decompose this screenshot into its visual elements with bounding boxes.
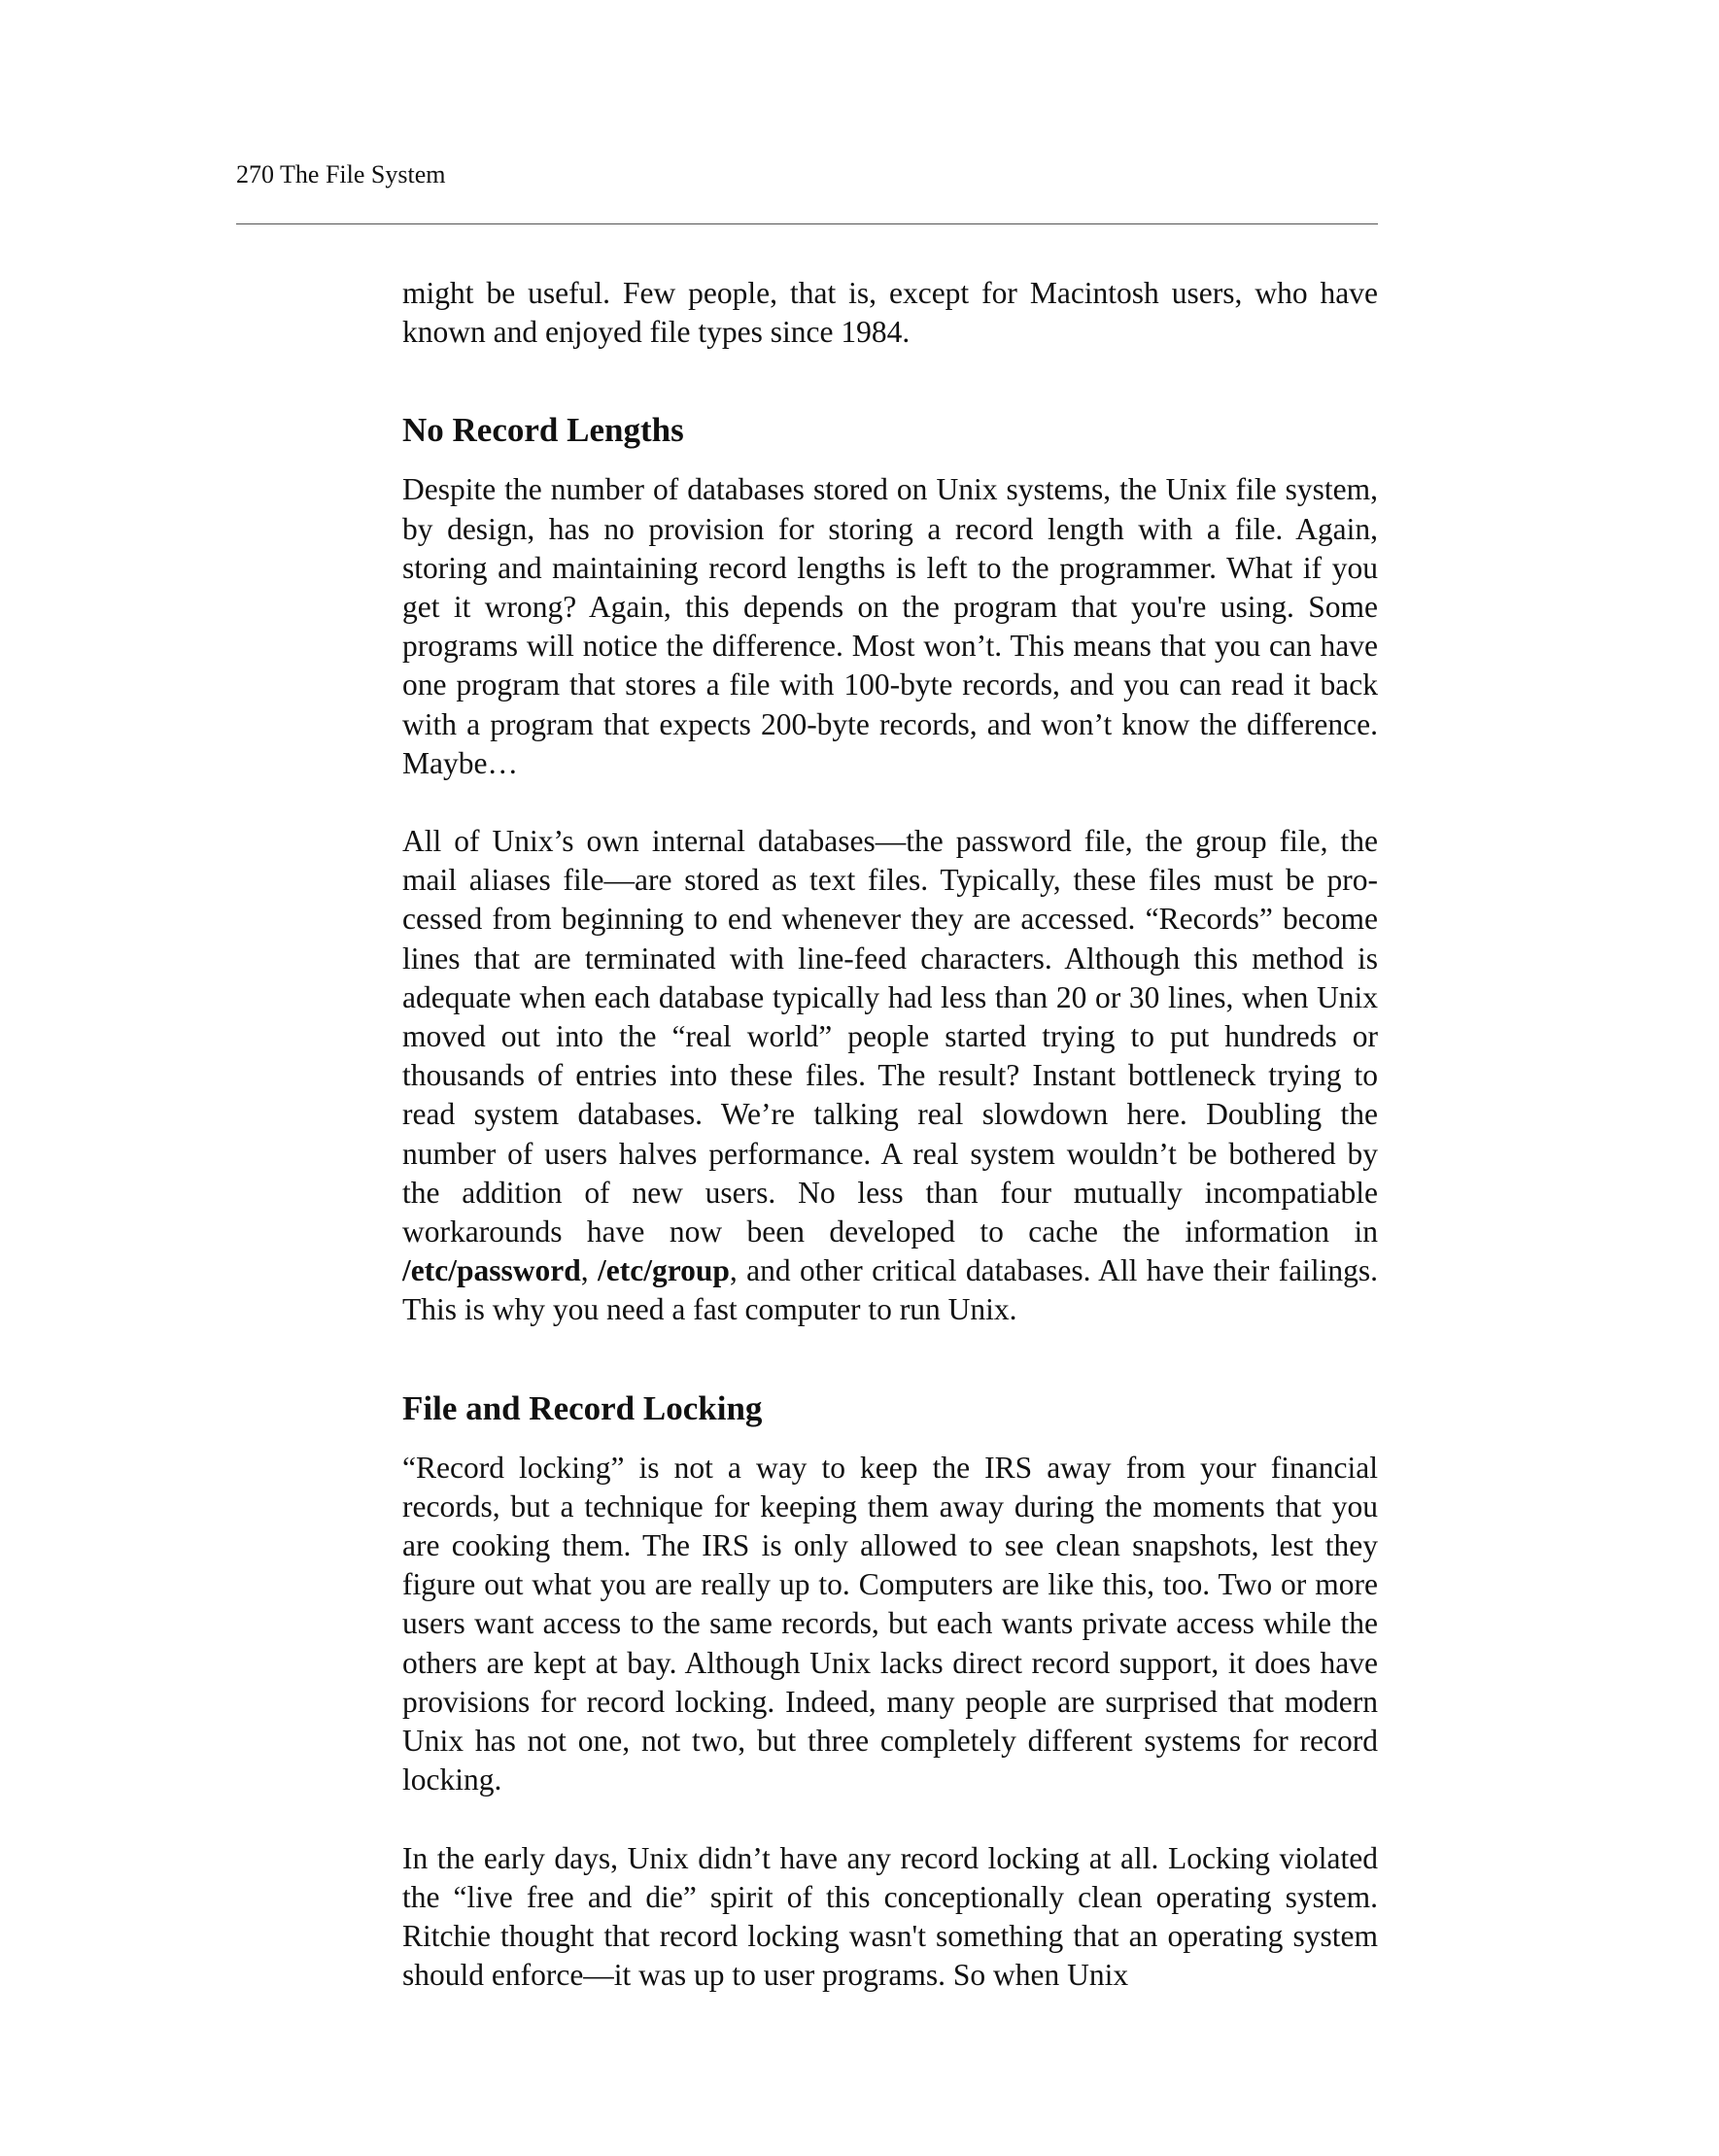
record-lengths-paragraph-2 bbox=[402, 822, 1378, 1330]
running-head: 270 The File System bbox=[236, 160, 446, 188]
intro-paragraph: might be useful. Few people, that is, except for Macintosh users, who have known and enjoyed file types since 1984. bbox=[402, 276, 1378, 350]
section-heading-record-lengths: No Record Lengths bbox=[402, 411, 684, 450]
section-heading-file-record-locking: File and Record Locking bbox=[402, 1388, 763, 1427]
locking-paragraph-1: “Record locking” is not a way to keep the IRS away from your financial records, but a technique for keeping them away during the moments that you are cooking them. The IRS is only allowed to see clean snapshots, lest they figure out what you are really up to. Computers are like this, too. Two or more users want access to the same records, but each wants private access while the others are kept at bay. Although Unix lacks direct record support, it does have provisions for record locking. Indeed, many people are surprised that modern Unix has not one, not two, but three completely different systems for record locking. bbox=[402, 1450, 1378, 1797]
body-column bbox=[402, 274, 1378, 1995]
record-lengths-paragraph-1: Despite the number of databases stored on Unix systems, the Unix file system, by design, has no provision for storing a record length with a file. Again, storing and maintaining record lengths is left to the programmer. What if you get it wrong? Again, this depends on the program that you're using. Some programs will notice the difference. Most won’t. This means that you can have one program that stores a file with 100-byte records, and you can read it back with a program that expects 200-byte records, and won’t know the difference. Maybe… bbox=[402, 472, 1378, 780]
paragraph-text: , and other critical databases. All have their failings. This is why you need a fast computer to run Unix. bbox=[402, 1253, 1378, 1327]
paragraph-text: All of Unix’s own internal databases—the password file, the group file, the mail aliases file—are stored as text files. Typically, these files must be processed from beginning to end whenever they are accessed. “Records” become lines that are terminated with line-feed characters. Although this method is adequate when each database typically had less than 20 or 30 lines, when Unix moved out into the “real world” people started trying to put hundreds or thousands of entries into these files. The result? Instant bottleneck trying to read system databases. We’re talking real slowdown here. Doubling the number of users halves performance. A real system wouldn’t be bothered by the addition of new users. No less than four mutually incompatiable workarounds have now been developed to cache the information in bbox=[402, 824, 1378, 1249]
header-rule bbox=[236, 223, 1378, 224]
paragraph-text: , bbox=[580, 1253, 598, 1288]
path-etc-password: /etc/password bbox=[402, 1253, 581, 1288]
path-etc-group: /etc/group bbox=[598, 1253, 730, 1288]
locking-paragraph-2: In the early days, Unix didn’t have any record locking at all. Locking violated the “live free and die” spirit of this conceptionally clean operating system. Ritchie thought that record locking wasn't something that an operating system should enforce—it was up to user programs. So when Unix bbox=[402, 1840, 1378, 1993]
